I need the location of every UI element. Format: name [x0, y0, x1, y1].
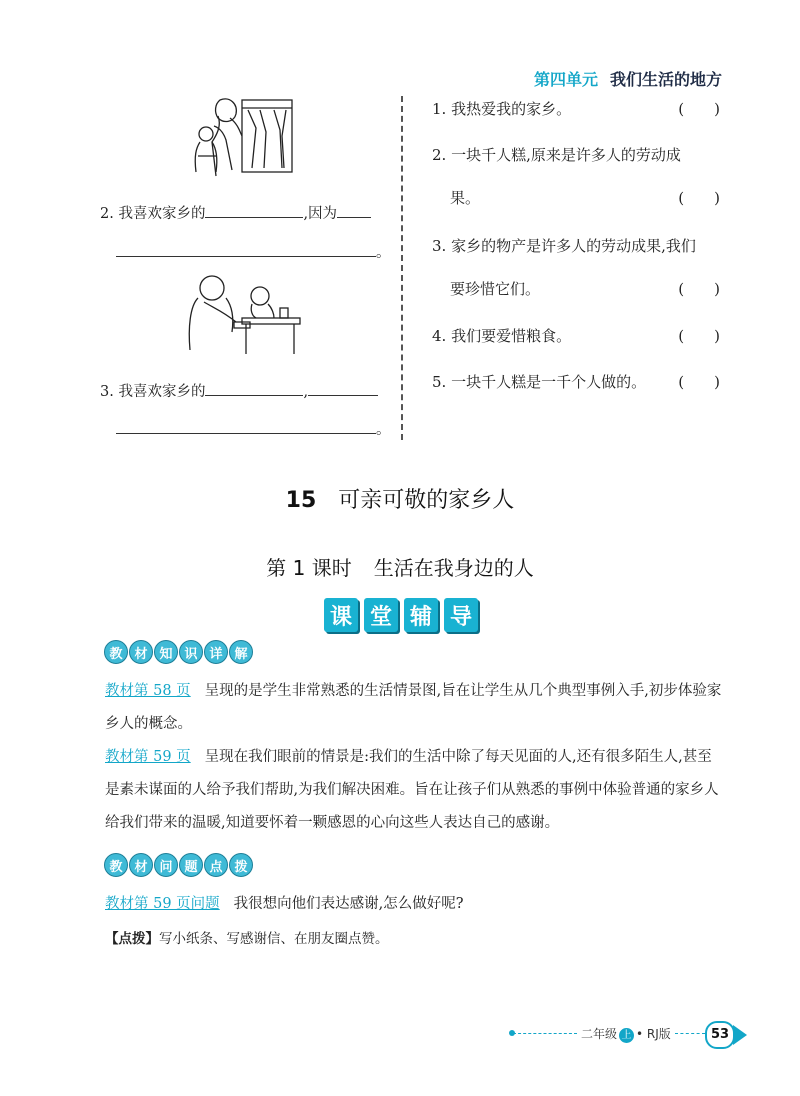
question-text: 我很想向他们表达感谢,怎么做好呢?: [233, 896, 464, 912]
illustration-shopping-clothes: [190, 96, 300, 178]
page-footer: [513, 1023, 743, 1045]
judge-item-text: 5. 一块千人糕是一千个人做的。: [432, 373, 647, 391]
q3-blank-1[interactable]: [205, 381, 303, 396]
footer-grade: [581, 1025, 671, 1043]
banner-char: 堂: [364, 598, 398, 632]
hint-label: 【点拨】: [105, 931, 159, 947]
class-name: 生活在我身边的人: [373, 556, 534, 580]
footer-dashes: [513, 1033, 577, 1034]
heading-char: 题: [179, 853, 203, 877]
left-question-2-line2: [116, 241, 391, 262]
edition-label: • RJ版: [636, 1027, 671, 1041]
question-p59: [105, 888, 723, 921]
judge-item-text-cont: 果。: [450, 189, 481, 207]
q3-end: 。: [376, 422, 391, 438]
section-heading-questions: [104, 853, 253, 877]
lesson-title: [0, 483, 800, 514]
q2-middle: ,因为: [303, 206, 338, 222]
answer-paren[interactable]: ( ): [678, 280, 720, 298]
heading-char: 拨: [229, 853, 253, 877]
hint-text: 写小纸条、写感谢信、在朋友圈点赞。: [159, 931, 389, 947]
unit-header: [534, 67, 722, 90]
answer-paren[interactable]: ( ): [678, 373, 720, 391]
judge-item-3: [432, 235, 732, 299]
q2-blank-1[interactable]: [205, 203, 303, 218]
textbook-ref-link[interactable]: 教材第 59 页: [105, 749, 191, 765]
judge-item-text: 1. 我热爱我的家乡。: [432, 100, 572, 118]
illustration-table-helper: [186, 272, 304, 356]
lesson-number: 15: [285, 488, 317, 513]
banner-char: 辅: [404, 598, 438, 632]
left-question-3: [100, 380, 378, 401]
heading-char: 问: [154, 853, 178, 877]
section-heading-knowledge: [104, 640, 253, 664]
judge-item-text: 4. 我们要爱惜粮食。: [432, 327, 572, 345]
column-divider: [401, 96, 403, 440]
q3-prefix: 3. 我喜欢家乡的: [100, 384, 206, 400]
judge-item-2: [432, 144, 732, 208]
q3-middle: ,: [303, 384, 309, 400]
paragraph-p58: [105, 675, 723, 741]
judge-item-4: [432, 325, 732, 346]
left-question-3-line2: [116, 418, 391, 439]
answer-paren[interactable]: ( ): [678, 327, 720, 345]
heading-char: 材: [129, 853, 153, 877]
q2-prefix: 2. 我喜欢家乡的: [100, 206, 206, 222]
q3-blank-3[interactable]: [116, 419, 376, 434]
paragraph-text: 呈现在我们眼前的情景是:我们的生活中除了每天见面的人,还有很多陌生人,甚至是素未谋面的人给予我们帮助,为我们解决困难。旨在让孩子们从熟悉的事例中体验普通的家乡人给我们带来的温暖,知道要怀着一颗感恩的心向这些人表达自己的感谢。: [105, 749, 719, 831]
judge-item-1: [432, 98, 732, 119]
textbook-ref-link[interactable]: 教材第 59 页问题: [105, 896, 220, 912]
unit-title: 我们生活的地方: [609, 70, 722, 89]
judge-item-text: 3. 家乡的物产是许多人的劳动成果,我们: [432, 237, 696, 255]
q3-blank-2[interactable]: [308, 381, 378, 396]
section-banner: [324, 598, 478, 632]
judge-item-text: 2. 一块千人糕,原来是许多人的劳动成: [432, 146, 681, 164]
paragraph-p59: [105, 741, 723, 840]
heading-char: 解: [229, 640, 253, 664]
heading-char: 点: [204, 853, 228, 877]
unit-number: 第四单元: [533, 70, 598, 89]
hint-line: [105, 927, 389, 947]
paragraph-text: 呈现的是学生非常熟悉的生活情景图,旨在让学生从几个典型事例入手,初步体验家乡人的概念。: [105, 683, 722, 732]
heading-char: 教: [104, 853, 128, 877]
class-label: 第 1 课时: [266, 556, 352, 580]
arrow-right-icon: [733, 1025, 747, 1045]
q2-blank-2[interactable]: [337, 203, 371, 218]
judge-item-text-cont: 要珍惜它们。: [450, 280, 541, 298]
banner-char: 导: [444, 598, 478, 632]
grade-label: 二年级: [581, 1027, 618, 1041]
heading-char: 教: [104, 640, 128, 664]
q2-blank-3[interactable]: [116, 242, 376, 257]
judge-item-5: [432, 371, 732, 392]
footer-dashes: [675, 1033, 705, 1034]
left-question-2: [100, 202, 371, 223]
class-title: [0, 552, 800, 581]
answer-paren[interactable]: ( ): [678, 100, 720, 118]
heading-char: 详: [204, 640, 228, 664]
lesson-name: 可亲可敬的家乡人: [338, 488, 515, 513]
banner-char: 课: [324, 598, 358, 632]
heading-char: 材: [129, 640, 153, 664]
textbook-ref-link[interactable]: 教材第 58 页: [105, 683, 191, 699]
answer-paren[interactable]: ( ): [678, 189, 720, 207]
page-number: 53: [705, 1021, 735, 1049]
semester-badge: 上: [619, 1028, 634, 1043]
q2-end: 。: [376, 245, 391, 261]
heading-char: 知: [154, 640, 178, 664]
heading-char: 识: [179, 640, 203, 664]
